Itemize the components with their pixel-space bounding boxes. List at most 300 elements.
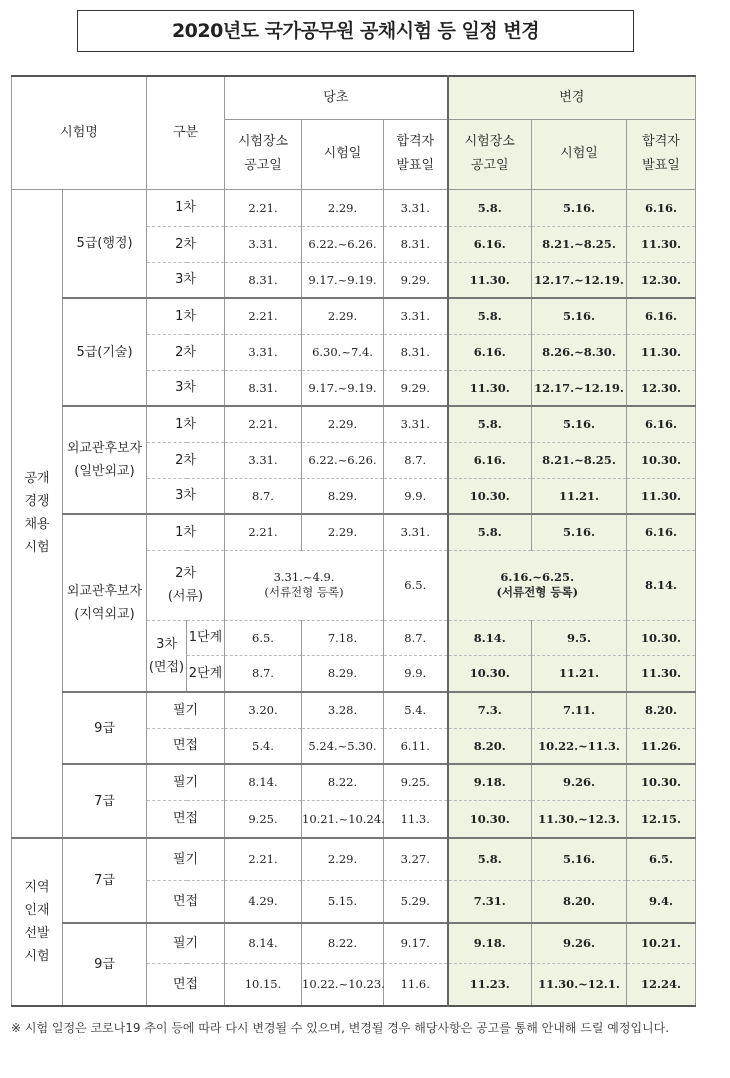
original-exam-date <box>302 514 384 550</box>
changed-venue-date-text: 9.18. <box>473 936 506 951</box>
original-venue-date <box>225 262 302 298</box>
changed-result-date-text: 12.30. <box>640 272 681 287</box>
exam-category-text: 3차 (면접) <box>148 636 185 675</box>
changed-venue-date <box>448 764 532 800</box>
original-result-date-text: 3.31. <box>400 417 430 432</box>
original-venue-date <box>225 923 302 963</box>
original-result-date-text: 9.17. <box>400 936 430 951</box>
changed-venue-date <box>448 298 532 334</box>
exam-name-text: 외교관후보자 (일반외교) <box>66 441 143 479</box>
changed-result-date-text: 6.16. <box>644 200 677 215</box>
changed-exam-date <box>532 880 627 923</box>
original-result-date <box>384 226 448 262</box>
exam-name <box>63 923 147 1006</box>
changed-exam-date-text: 11.30.~12.3. <box>538 811 620 826</box>
original-result-date <box>384 655 448 692</box>
original-venue-date <box>225 880 302 923</box>
original-exam-date-text: 2.29. <box>327 200 358 215</box>
original-venue-date-text: 2.21. <box>248 309 278 324</box>
changed-exam-date-text: 8.20. <box>562 894 595 909</box>
changed-result-date <box>627 334 696 370</box>
changed-result-date <box>627 692 696 728</box>
changed-result-date <box>627 478 696 514</box>
exam-category-text: 2차 <box>175 452 196 468</box>
original-exam-date <box>302 226 384 262</box>
changed-exam-date <box>532 800 627 838</box>
changed-result-date <box>627 620 696 655</box>
changed-result-date <box>627 963 696 1006</box>
changed-result-date <box>627 550 696 620</box>
original-result-date-text: 9.29. <box>400 272 430 287</box>
original-result-date <box>384 620 448 655</box>
header-category: 구분 <box>147 76 225 189</box>
changed-exam-date-text: 5.16. <box>562 200 595 215</box>
exam-category <box>147 963 225 1006</box>
original-venue-date-text: 8.7. <box>252 488 274 503</box>
original-exam-date <box>302 370 384 406</box>
exam-name <box>63 514 147 692</box>
exam-name <box>63 692 147 764</box>
changed-exam-date-text: 9.26. <box>562 936 595 951</box>
original-exam-date <box>302 406 384 442</box>
original-result-date <box>384 262 448 298</box>
original-venue-date <box>225 655 302 692</box>
original-venue-date <box>225 800 302 838</box>
original-result-date-text: 6.11. <box>400 738 430 753</box>
exam-category-text: 면접 <box>172 738 199 754</box>
changed-result-date <box>627 764 696 800</box>
exam-name-text: 9급 <box>94 957 115 972</box>
exam-category <box>147 298 225 334</box>
exam-category-text: 3차 <box>175 380 196 396</box>
table-row <box>12 514 696 550</box>
changed-result-date-text: 12.30. <box>640 380 681 395</box>
original-exam-date <box>302 655 384 692</box>
changed-exam-date <box>532 442 627 478</box>
exam-category-text: 2차 <box>175 344 196 360</box>
exam-category <box>147 334 225 370</box>
original-result-date-text: 3.31. <box>400 525 430 540</box>
exam-category-text: 면접 <box>172 976 199 992</box>
table-row <box>12 838 696 880</box>
original-venue-date <box>225 298 302 334</box>
changed-venue-date <box>448 370 532 406</box>
original-exam-date-text: 2.29. <box>327 525 358 540</box>
original-venue-date <box>225 692 302 728</box>
original-exam-date-text: 10.21.~10.24. <box>302 811 385 826</box>
changed-exam-date-text: 5.16. <box>562 525 595 540</box>
changed-exam-date <box>532 406 627 442</box>
exam-category <box>147 728 225 764</box>
exam-category-text: 1단계 <box>188 630 223 645</box>
exam-category <box>147 226 225 262</box>
changed-result-date-text: 10.21. <box>640 936 681 951</box>
changed-result-date-text: 6.16. <box>644 309 677 324</box>
original-result-date-text: 11.3. <box>400 811 430 826</box>
changed-venue-date-text: 5.8. <box>477 417 502 432</box>
original-venue-date-text: 8.14. <box>248 775 278 790</box>
changed-exam-date-text: 12.17.~12.19. <box>534 272 624 287</box>
changed-exam-date-text: 9.5. <box>566 630 591 645</box>
header-original-result: 합격자 발표일 <box>384 119 448 189</box>
exam-name-text: 9급 <box>94 720 115 736</box>
original-result-date <box>384 550 448 620</box>
changed-result-date-text: 8.20. <box>644 703 677 718</box>
exam-category <box>147 478 225 514</box>
original-result-date <box>384 370 448 406</box>
original-exam-date-text: 5.24.~5.30. <box>308 738 377 753</box>
changed-result-date-text: 6.16. <box>644 525 677 540</box>
changed-venue-date-text: 8.20. <box>473 738 506 753</box>
changed-result-date <box>627 880 696 923</box>
exam-name-text: 7급 <box>94 873 115 888</box>
changed-result-date-text: 11.30. <box>640 488 681 503</box>
changed-exam-date <box>532 262 627 298</box>
changed-venue-date-text: 7.3. <box>477 703 502 718</box>
original-result-date-text: 3.31. <box>400 309 430 324</box>
table-row <box>12 189 696 226</box>
original-exam-date-text: 6.30.~7.4. <box>312 345 373 359</box>
exam-name <box>63 189 147 298</box>
original-result-date-text: 9.25. <box>400 775 430 790</box>
original-result-date-text: 8.7. <box>404 453 427 467</box>
original-exam-date <box>302 189 384 226</box>
original-venue-date <box>225 728 302 764</box>
exam-category <box>147 189 225 226</box>
original-venue-date <box>225 478 302 514</box>
changed-exam-date-text: 8.21.~8.25. <box>542 237 616 251</box>
header-exam-name: 시험명 <box>12 76 147 189</box>
original-exam-date <box>302 620 384 655</box>
original-venue-date <box>225 764 302 800</box>
changed-venue-date-text: 11.30. <box>469 380 510 395</box>
footnote: ※ 시험 일정은 코로나19 추이 등에 따라 다시 변경될 수 있으며, 변경될 경우 해당사항은 공고를 통해 안내해 드릴 예정입니다. <box>11 1021 670 1035</box>
changed-result-date-text: 10.30. <box>640 453 681 467</box>
changed-exam-date <box>532 692 627 728</box>
changed-result-date <box>627 189 696 226</box>
original-venue-date-text: 2.21. <box>248 417 278 432</box>
changed-venue-date <box>448 728 532 764</box>
original-venue-date <box>225 370 302 406</box>
original-result-date <box>384 692 448 728</box>
original-venue-date-text: 2.21. <box>248 200 278 215</box>
original-notice-and-date <box>225 550 384 620</box>
original-venue-date-text: 8.31. <box>248 272 278 287</box>
changed-exam-date-text: 5.16. <box>562 309 595 324</box>
original-exam-date-text: 2.29. <box>327 852 358 867</box>
original-venue-date-text: 3.31. <box>248 237 278 251</box>
changed-exam-date <box>532 370 627 406</box>
header-changed-venue: 시험장소 공고일 <box>448 119 532 189</box>
original-venue-date-text: 3.31. <box>248 345 278 359</box>
changed-venue-date <box>448 406 532 442</box>
changed-result-date <box>627 442 696 478</box>
changed-result-date-text: 8.14. <box>644 578 677 592</box>
original-venue-date-text: 3.31. <box>248 453 278 467</box>
changed-exam-date-text: 9.26. <box>562 775 595 790</box>
original-result-date <box>384 880 448 923</box>
original-result-date <box>384 298 448 334</box>
exam-category-text: 필기 <box>172 851 199 867</box>
original-exam-date <box>302 262 384 298</box>
changed-result-date-text: 12.24. <box>640 977 681 992</box>
changed-venue-date-text: 10.30. <box>469 488 510 503</box>
changed-exam-date-text: 12.17.~12.19. <box>534 380 624 395</box>
changed-venue-date-text: 9.18. <box>473 775 506 790</box>
exam-category-text: 2단계 <box>188 665 223 681</box>
original-result-date-text: 3.27. <box>400 852 430 867</box>
exam-category-text: 필기 <box>172 935 199 951</box>
original-venue-date-text: 5.4. <box>252 738 274 753</box>
changed-exam-date-text: 11.30.~12.1. <box>538 977 620 992</box>
original-result-date-text: 9.9. <box>404 488 427 503</box>
original-result-date <box>384 923 448 963</box>
changed-venue-date <box>448 655 532 692</box>
original-exam-date-text: 2.29. <box>327 417 358 432</box>
changed-venue-date-text: 5.8. <box>477 852 502 867</box>
changed-venue-date-text: 5.8. <box>477 525 502 540</box>
exam-group <box>12 189 63 838</box>
original-exam-date <box>302 923 384 963</box>
original-exam-date <box>302 478 384 514</box>
exam-category <box>147 800 225 838</box>
original-exam-date-text: 9.17.~9.19. <box>308 272 377 287</box>
original-venue-date-text: 6.5. <box>252 630 274 645</box>
original-venue-date <box>225 838 302 880</box>
changed-exam-date <box>532 226 627 262</box>
changed-exam-date <box>532 764 627 800</box>
original-venue-date <box>225 514 302 550</box>
original-result-date <box>384 478 448 514</box>
original-exam-date-text: 6.22.~6.26. <box>308 237 377 251</box>
original-exam-date <box>302 298 384 334</box>
original-venue-date-text: 9.25. <box>248 811 278 826</box>
original-exam-date-text: 7.18. <box>327 630 358 645</box>
exam-category <box>187 655 225 692</box>
original-result-date-text: 9.29. <box>400 380 430 395</box>
original-result-date-text: 8.31. <box>400 237 430 251</box>
original-venue-date <box>225 226 302 262</box>
changed-exam-date-text: 7.11. <box>562 703 595 718</box>
changed-exam-date <box>532 334 627 370</box>
exam-name <box>63 298 147 406</box>
changed-exam-date-text: 5.16. <box>562 417 595 432</box>
original-venue-date-text: 10.15. <box>244 977 282 992</box>
changed-exam-date-text: 8.26.~8.30. <box>542 345 616 359</box>
changed-result-date-text: 10.30. <box>640 630 681 645</box>
changed-exam-date <box>532 189 627 226</box>
exam-category <box>147 514 225 550</box>
table-row <box>12 923 696 963</box>
exam-category <box>147 880 225 923</box>
changed-exam-date <box>532 655 627 692</box>
exam-category-text: 1차 <box>175 200 196 215</box>
original-result-date <box>384 514 448 550</box>
table-row <box>12 406 696 442</box>
original-exam-date-text: 3.28. <box>327 703 358 718</box>
changed-result-date <box>627 406 696 442</box>
changed-venue-date-text: 7.31. <box>473 894 506 909</box>
changed-result-date <box>627 370 696 406</box>
exam-category <box>147 406 225 442</box>
changed-venue-date-text: 6.16. <box>473 453 506 467</box>
original-result-date <box>384 838 448 880</box>
changed-venue-date <box>448 620 532 655</box>
original-venue-date <box>225 620 302 655</box>
changed-venue-date-text: 5.8. <box>477 200 502 215</box>
changed-venue-date-text: 6.16. <box>473 237 506 251</box>
changed-exam-date-text: 11.21. <box>558 488 599 503</box>
original-result-date <box>384 406 448 442</box>
changed-result-date-text: 11.30. <box>640 237 681 251</box>
changed-result-date <box>627 655 696 692</box>
changed-result-date-text: 11.30. <box>640 666 681 681</box>
original-result-date <box>384 764 448 800</box>
exam-name-text: 외교관후보자 (지역외교) <box>66 584 143 622</box>
changed-exam-date-text: 5.16. <box>562 852 595 867</box>
changed-venue-date-text: 8.14. <box>473 630 506 645</box>
changed-result-date-text: 9.4. <box>648 894 673 909</box>
exam-category-text: 1차 <box>175 308 196 324</box>
original-exam-date <box>302 880 384 923</box>
exam-category <box>147 838 225 880</box>
original-result-date-text: 3.31. <box>400 200 430 215</box>
original-venue-date <box>225 334 302 370</box>
original-exam-date-text: 6.22.~6.26. <box>308 453 377 467</box>
changed-venue-date <box>448 442 532 478</box>
header-changed-result: 합격자 발표일 <box>627 119 696 189</box>
changed-venue-date <box>448 226 532 262</box>
exam-category-text: 필기 <box>172 702 199 718</box>
exam-category-text: 1차 <box>175 416 196 432</box>
original-venue-date <box>225 189 302 226</box>
exam-category <box>147 442 225 478</box>
exam-category-text: 2차 <box>175 236 196 252</box>
exam-name <box>63 764 147 838</box>
changed-venue-date-text: 11.23. <box>469 977 510 992</box>
changed-exam-date <box>532 838 627 880</box>
exam-name-text: 7급 <box>94 793 115 809</box>
original-exam-date <box>302 692 384 728</box>
exam-category <box>187 620 225 655</box>
original-exam-date-text: 2.29. <box>327 309 358 324</box>
changed-venue-date <box>448 838 532 880</box>
exam-name-text: 5급(기술) <box>76 344 133 360</box>
exam-category <box>147 370 225 406</box>
changed-venue-date <box>448 334 532 370</box>
exam-category-text: 면접 <box>172 893 199 909</box>
exam-category-text: 2차 (서류) <box>167 566 204 604</box>
original-result-date-text: 5.4. <box>404 703 427 718</box>
original-result-date <box>384 189 448 226</box>
original-result-date-text: 8.31. <box>400 345 430 359</box>
original-exam-date-text: 5.15. <box>327 894 358 909</box>
changed-venue-date <box>448 692 532 728</box>
changed-result-date-text: 11.26. <box>640 738 681 753</box>
changed-venue-date <box>448 880 532 923</box>
original-venue-date-text: 3.20. <box>248 703 278 718</box>
header-original-venue: 시험장소 공고일 <box>225 119 302 189</box>
changed-venue-date <box>448 923 532 963</box>
original-exam-date-text: 8.29. <box>327 666 358 681</box>
original-venue-date <box>225 963 302 1006</box>
original-exam-date <box>302 442 384 478</box>
original-result-date-text: 5.29. <box>400 894 430 909</box>
changed-venue-date <box>448 800 532 838</box>
exam-category-text: 필기 <box>172 774 199 790</box>
original-venue-date-text: 8.7. <box>252 666 274 681</box>
changed-notice-and-date-text: 6.16.~6.25. (서류전형 등록) <box>496 570 579 599</box>
original-result-date-text: 6.5. <box>404 578 427 592</box>
changed-venue-date <box>448 514 532 550</box>
exam-group-text: 공개 경쟁 채용 시험 <box>24 471 50 556</box>
original-exam-date <box>302 963 384 1006</box>
exam-category <box>147 764 225 800</box>
changed-exam-date-text: 8.21.~8.25. <box>542 453 616 467</box>
original-venue-date-text: 2.21. <box>248 525 278 540</box>
changed-result-date-text: 11.30. <box>640 345 681 359</box>
header-original-date: 시험일 <box>302 119 384 189</box>
changed-venue-date-text: 10.30. <box>469 811 510 826</box>
original-exam-date-text: 9.17.~9.19. <box>308 380 377 395</box>
table-row <box>12 764 696 800</box>
original-result-date <box>384 963 448 1006</box>
header-original: 당초 <box>225 76 448 119</box>
original-notice-and-date-text: 3.31.~4.9. (서류전형 등록) <box>264 570 344 599</box>
changed-result-date <box>627 514 696 550</box>
exam-category-text: 1차 <box>175 524 196 540</box>
changed-exam-date <box>532 620 627 655</box>
changed-result-date-text: 10.30. <box>640 775 681 790</box>
original-venue-date-text: 8.31. <box>248 380 278 395</box>
original-result-date-text: 11.6. <box>400 977 430 992</box>
changed-exam-date-text: 10.22.~11.3. <box>538 738 620 753</box>
changed-venue-date <box>448 262 532 298</box>
changed-venue-date-text: 6.16. <box>473 345 506 359</box>
table-row <box>12 692 696 728</box>
exam-category-text: 3차 <box>175 488 196 504</box>
original-exam-date <box>302 728 384 764</box>
exam-category <box>147 923 225 963</box>
changed-result-date <box>627 728 696 764</box>
changed-result-date-text: 6.5. <box>648 852 673 867</box>
original-result-date <box>384 800 448 838</box>
header-changed: 변경 <box>448 76 696 119</box>
original-exam-date <box>302 838 384 880</box>
schedule-table <box>11 75 696 1007</box>
exam-category <box>147 262 225 298</box>
changed-exam-date <box>532 963 627 1006</box>
original-result-date <box>384 334 448 370</box>
changed-exam-date-text: 11.21. <box>558 666 599 681</box>
changed-notice-and-date <box>448 550 627 620</box>
original-exam-date-text: 8.22. <box>327 936 358 951</box>
original-venue-date <box>225 406 302 442</box>
original-exam-date <box>302 334 384 370</box>
original-result-date <box>384 442 448 478</box>
changed-venue-date <box>448 478 532 514</box>
changed-result-date-text: 6.16. <box>644 417 677 432</box>
original-venue-date <box>225 442 302 478</box>
exam-category <box>147 692 225 728</box>
original-exam-date <box>302 764 384 800</box>
table-row <box>12 298 696 334</box>
changed-venue-date-text: 5.8. <box>477 309 502 324</box>
changed-exam-date <box>532 923 627 963</box>
original-venue-date-text: 8.14. <box>248 936 278 951</box>
page-title: 2020년도 국가공무원 공채시험 등 일정 변경 <box>77 10 634 52</box>
changed-exam-date <box>532 514 627 550</box>
